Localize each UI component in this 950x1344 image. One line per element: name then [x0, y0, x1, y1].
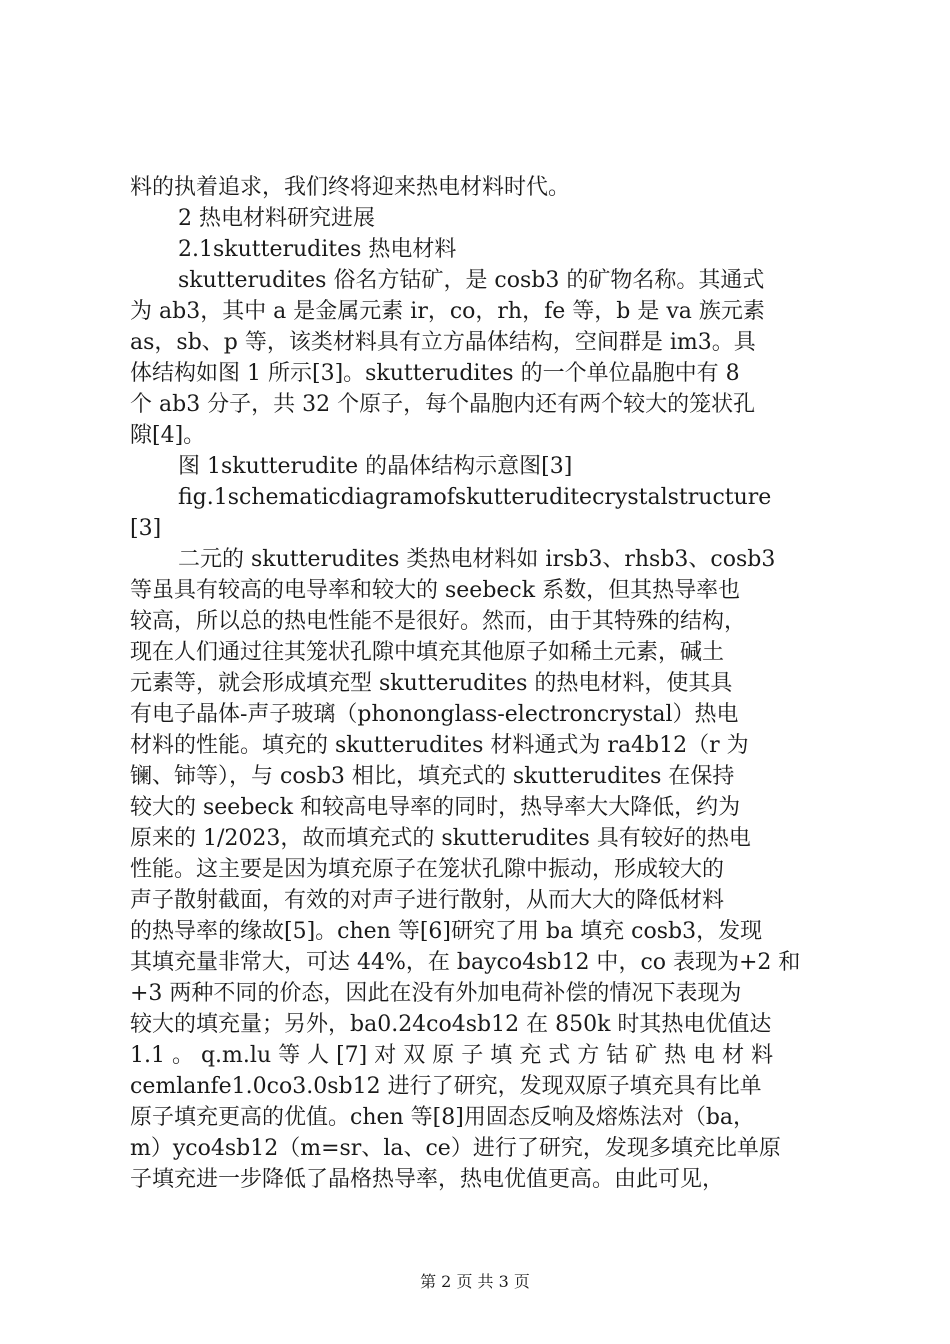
text-line: 现在人们通过往其笼状孔隙中填充其他原子如稀土元素，碱土	[130, 640, 725, 665]
figure-caption-en: [3]	[130, 516, 162, 541]
text-line: 的热导率的缘故[5]。chen 等[6]研究了用 ba 填充 cosb3，发现	[130, 919, 763, 944]
text-line: 二元的 skutterudites 类热电材料如 irsb3、rhsb3、cosb3	[178, 547, 776, 572]
text-line: 为 ab3，其中 a 是金属元素 ir，co，rh，fe 等，b 是 va 族元素	[130, 299, 765, 324]
text-line: 材料的性能。填充的 skutterudites 材料通式为 ra4b12（r 为	[130, 733, 749, 758]
text-line: 其填充量非常大，可达 44%，在 bayco4sb12 中，co 表现为+2 和	[130, 950, 801, 975]
page-footer: 第 2 页 共 3 页	[420, 1272, 530, 1291]
text-line: as，sb、p 等，该类材料具有立方晶体结构，空间群是 im3。具	[130, 330, 756, 355]
text-line: +3 两种不同的价态，因此在没有外加电荷补偿的情况下表现为	[130, 981, 742, 1006]
text-line: 较高，所以总的热电性能不是很好。然而，由于其特殊的结构，	[130, 609, 747, 634]
section-heading: 2 热电材料研究进展	[178, 206, 375, 231]
text-line: cemlanfe1.0co3.0sb12 进行了研究，发现双原子填充具有比单	[130, 1074, 762, 1099]
text-line: 体结构如图 1 所示[3]。skutterudites 的一个单位晶胞中有 8	[130, 361, 740, 386]
text-line: m）yco4sb12（m=sr、la、ce）进行了研究，发现多填充比单原	[130, 1136, 781, 1161]
text-line: 有电子晶体-声子玻璃（phononglass-electroncrystal）热电	[130, 702, 739, 727]
text-line: 原来的 1/2023，故而填充式的 skutterudites 具有较好的热电	[130, 826, 751, 851]
text-line: 镧、铈等），与 cosb3 相比，填充式的 skutterudites 在保持	[130, 764, 735, 789]
figure-caption-en: fig.1schematicdiagramofskutteruditecrystalstructure	[178, 485, 772, 510]
text-line: 性能。这主要是因为填充原子在笼状孔隙中振动，形成较大的	[130, 857, 725, 882]
text-line: 原子填充更高的优值。chen 等[8]用固态反响及熔炼法对（ba，	[130, 1105, 756, 1130]
text-line: 较大的填充量；另外，ba0.24co4sb12 在 850k 时其热电优值达	[130, 1012, 772, 1037]
body-text	[130, 172, 830, 1195]
text-line: 声子散射截面，有效的对声子进行散射，从而大大的降低材料	[130, 888, 725, 913]
text-line: 1.1 。 q.m.lu 等 人 [7] 对 双 原 子 填 充 式 方 钴 矿 热 电 材 料	[130, 1043, 774, 1068]
text-line: 料的执着追求，我们终将迎来热电材料时代。	[130, 175, 571, 200]
text-line: 隙[4]。	[130, 423, 206, 448]
text-line: 等虽具有较高的电导率和较大的 seebeck 系数，但其热导率也	[130, 578, 741, 603]
text-line: 元素等，就会形成填充型 skutterudites 的热电材料，使其具	[130, 671, 733, 696]
text-line: 较大的 seebeck 和较高电导率的同时，热导率大大降低，约为	[130, 795, 741, 820]
text-line: 子填充进一步降低了晶格热导率，热电优值更高。由此可见，	[130, 1167, 725, 1192]
text-line: 个 ab3 分子，共 32 个原子，每个晶胞内还有两个较大的笼状孔	[130, 392, 756, 417]
subsection-heading: 2.1skutterudites 热电材料	[178, 237, 457, 262]
text-line: skutterudites 俗名方钴矿，是 cosb3 的矿物名称。其通式	[178, 268, 765, 293]
figure-caption: 图 1skutterudite 的晶体结构示意图[3]	[178, 454, 573, 479]
